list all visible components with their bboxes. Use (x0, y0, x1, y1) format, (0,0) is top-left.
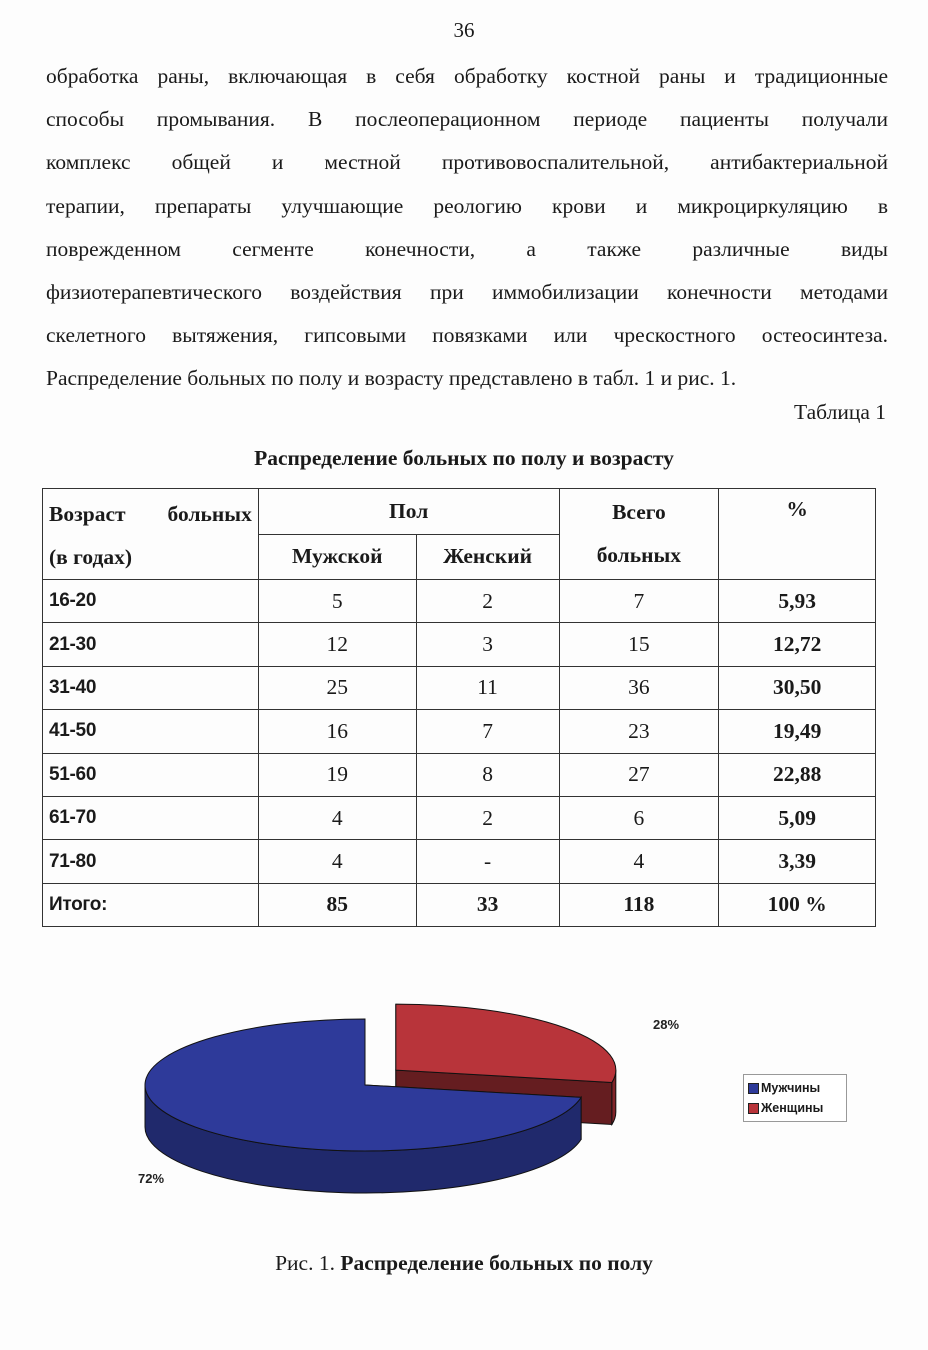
caption-title: Распределение больных по полу (340, 1251, 653, 1275)
table-row (43, 796, 876, 839)
table-row (43, 840, 876, 883)
age-cell: 16-20 (43, 580, 259, 623)
legend-item-female (748, 1098, 844, 1118)
total-cell: 23 (559, 710, 719, 753)
header-age-word2: больных (167, 502, 252, 526)
age-cell: 31-40 (43, 666, 259, 709)
paragraph-line: скелетного вытяжения, гипсовыми повязками или чрескостного остеосинтеза. (46, 323, 888, 348)
paragraph-line: терапии, препараты улучшающие реологию крови и микроциркуляцию в (46, 193, 888, 218)
percent-cell: 30,50 (719, 666, 876, 709)
sex-pie-chart (120, 990, 860, 1210)
totals-row (43, 883, 876, 926)
table-row (43, 580, 876, 623)
legend-item-male (748, 1078, 844, 1098)
total-cell: 36 (559, 666, 719, 709)
female-cell: 2 (416, 796, 559, 839)
total-cell: 4 (559, 840, 719, 883)
percent-cell: 19,49 (719, 710, 876, 753)
totals-female: 33 (416, 883, 559, 926)
male-cell: 16 (258, 710, 416, 753)
table-row (43, 623, 876, 666)
female-cell: 2 (416, 580, 559, 623)
header-male: Мужской (258, 534, 416, 580)
paragraph-line: обработка раны, включающая в себя обработку костной раны и традиционные (46, 64, 888, 88)
male-cell: 4 (258, 840, 416, 883)
male-cell: 25 (258, 666, 416, 709)
percent-cell: 3,39 (719, 840, 876, 883)
pie-value-label-male: 72% (138, 1171, 165, 1186)
header-total (559, 489, 719, 580)
female-cell: 11 (416, 666, 559, 709)
male-cell: 19 (258, 753, 416, 796)
total-cell: 15 (559, 623, 719, 666)
age-cell: 41-50 (43, 710, 259, 753)
paragraph-line: комплекс общей и местной противовоспалительной, антибактериальной (46, 150, 888, 175)
age-cell: 21-30 (43, 623, 259, 666)
percent-cell: 5,09 (719, 796, 876, 839)
header-age-line2: (в годах) (49, 545, 133, 569)
table-label: Таблица 1 (794, 400, 886, 424)
chart-legend (743, 1074, 847, 1122)
totals-percent: 100 % (719, 883, 876, 926)
totals-total: 118 (559, 883, 719, 926)
total-cell: 27 (559, 753, 719, 796)
caption-prefix: Рис. 1. (275, 1251, 335, 1275)
male-cell: 12 (258, 623, 416, 666)
table-row (43, 666, 876, 709)
body-paragraph (46, 55, 888, 401)
header-total-line2: больных (596, 543, 682, 567)
legend-label-male: Мужчины (761, 1081, 821, 1095)
header-age-word1: Возраст (49, 502, 126, 526)
pie-3d (120, 990, 740, 1210)
total-cell: 7 (559, 580, 719, 623)
female-cell: 8 (416, 753, 559, 796)
legend-label-female: Женщины (761, 1101, 824, 1115)
header-total-line1: Всего (612, 500, 666, 524)
header-percent: % (719, 489, 876, 580)
paragraph-line: поврежденном сегменте конечности, а также различные виды (46, 236, 888, 261)
table-title: Распределение больных по полу и возрасту (254, 446, 674, 470)
age-sex-table (42, 488, 876, 927)
table-row (43, 710, 876, 753)
legend-swatch-male (748, 1083, 759, 1094)
paragraph-line: способы промывания. В послеоперационном периоде пациенты получали (46, 107, 888, 132)
age-cell: 51-60 (43, 753, 259, 796)
totals-male: 85 (258, 883, 416, 926)
female-cell: - (416, 840, 559, 883)
percent-cell: 5,93 (719, 580, 876, 623)
paragraph-line: Распределение больных по полу и возрасту представлено в табл. 1 и рис. 1. (46, 366, 737, 391)
female-cell: 7 (416, 710, 559, 753)
figure-caption (0, 1251, 928, 1276)
page-number: 36 (453, 18, 475, 42)
totals-label: Итого: (43, 883, 259, 926)
header-sex: Пол (258, 489, 559, 535)
percent-cell: 12,72 (719, 623, 876, 666)
female-cell: 3 (416, 623, 559, 666)
male-cell: 5 (258, 580, 416, 623)
legend-swatch-female (748, 1103, 759, 1114)
table-row (43, 753, 876, 796)
male-cell: 4 (258, 796, 416, 839)
paragraph-line: физиотерапевтического воздействия при иммобилизации конечности методами (46, 279, 888, 304)
age-cell: 71-80 (43, 840, 259, 883)
total-cell: 6 (559, 796, 719, 839)
header-age (43, 489, 259, 580)
header-female: Женский (416, 534, 559, 580)
pie-value-label-female: 28% (653, 1017, 680, 1032)
age-cell: 61-70 (43, 796, 259, 839)
percent-cell: 22,88 (719, 753, 876, 796)
